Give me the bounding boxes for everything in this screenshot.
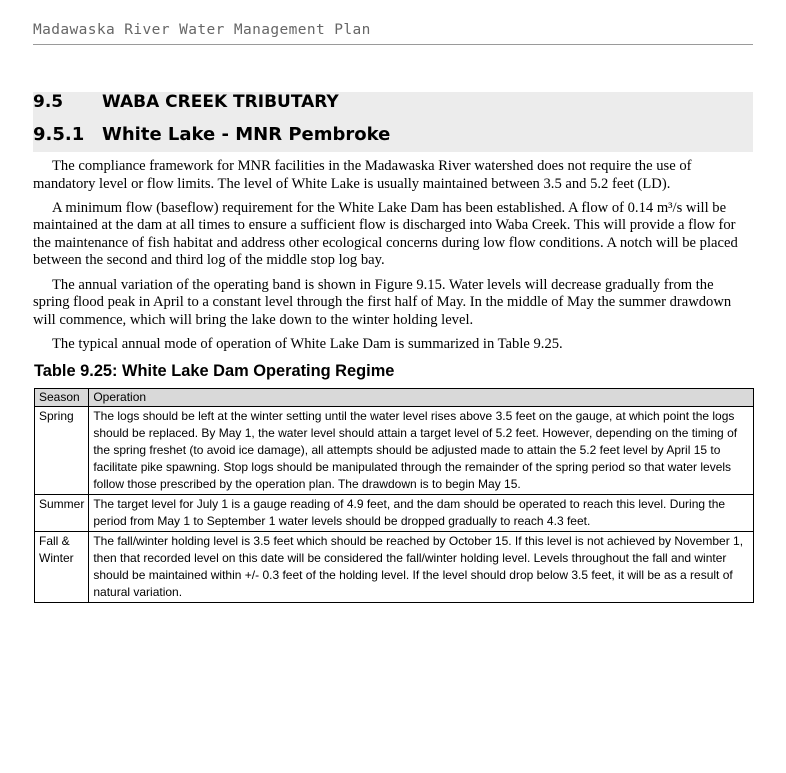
section-heading — [33, 92, 753, 116]
header-season: Season — [35, 389, 89, 407]
heading-block — [33, 92, 753, 152]
section-number: 9.5 — [33, 92, 64, 112]
subsection-title: White Lake - MNR Pembroke — [102, 124, 391, 145]
table-row — [35, 407, 754, 495]
operating-regime-table — [34, 388, 754, 603]
season-cell: Fall & Winter — [35, 532, 89, 603]
subsection-number: 9.5.1 — [33, 124, 85, 145]
operation-cell: The target level for July 1 is a gauge reading of 4.9 feet, and the dam should be operated to reach this level. During the period from May 1 to September 1 water levels should be dropped gradually to reach 4.3 feet. — [89, 495, 754, 532]
section-title: WABA CREEK TRIBUTARY — [102, 92, 339, 112]
season-cell: Spring — [35, 407, 89, 495]
season-cell: Summer — [35, 495, 89, 532]
running-header — [33, 22, 753, 45]
subsection-heading — [33, 116, 753, 152]
paragraph-annual-variation: The annual variation of the operating band is shown in Figure 9.15. Water levels will decrease gradually from the spring flood peak in April to a constant level through the first half of May. In the middle of May the summer drawdown will commence, which will bring the lake down to the winter holding level. — [33, 276, 732, 328]
running-header-title: Madawaska River Water Management Plan — [33, 22, 371, 38]
body-text — [33, 158, 753, 360]
header-operation: Operation — [89, 389, 754, 407]
table-header-row — [35, 389, 754, 407]
table-caption: Table 9.25: White Lake Dam Operating Regime — [34, 362, 395, 380]
table-row — [35, 495, 754, 532]
paragraph-compliance: The compliance framework for MNR facilities in the Madawaska River watershed does not require the use of mandatory level or flow limits. The level of White Lake is usually maintained between 3.5 and 5.2 feet (LD). — [33, 158, 692, 192]
paragraph-table-intro: The typical annual mode of operation of White Lake Dam is summarized in Table 9.25. — [52, 335, 563, 352]
paragraph-minimum-flow: A minimum flow (baseflow) requirement for the White Lake Dam has been established. A flow of 0.14 m³/s will be maintained at the dam at all times to ensure a sufficient flow is discharged into Waba Creek. This will provide a flow for the maintenance of fish habitat and address other ecological concerns during low flow conditions. A notch will be placed between the second and third log of the middle stop log bay. — [33, 199, 738, 269]
operation-cell: The logs should be left at the winter setting until the water level rises above 3.5 feet on the gauge, at which point the logs should be replaced. By May 1, the water level should attain a target level of 5.2 feet. However, depending on the timing of the spring freshet (to avoid ice damage), all attempts should be adjusted made to attain the 5.2 feet level by April 15 to facilitate pike spawning. Stop logs should be manipulated through the remainder of the spring period so that water levels follow those prescribed by the operation plan. The drawdown is to begin May 15. — [89, 407, 754, 495]
operation-cell: The fall/winter holding level is 3.5 feet which should be reached by October 15. If this level is not achieved by November 1, then that recorded level on this date will be considered the fall/winter holding level. Levels throughout the fall and winter should be maintained within +/- 0.3 feet of the holding level. If the level should drop below 3.5 feet, it will be as a result of natural variation. — [89, 532, 754, 603]
table-row — [35, 532, 754, 603]
